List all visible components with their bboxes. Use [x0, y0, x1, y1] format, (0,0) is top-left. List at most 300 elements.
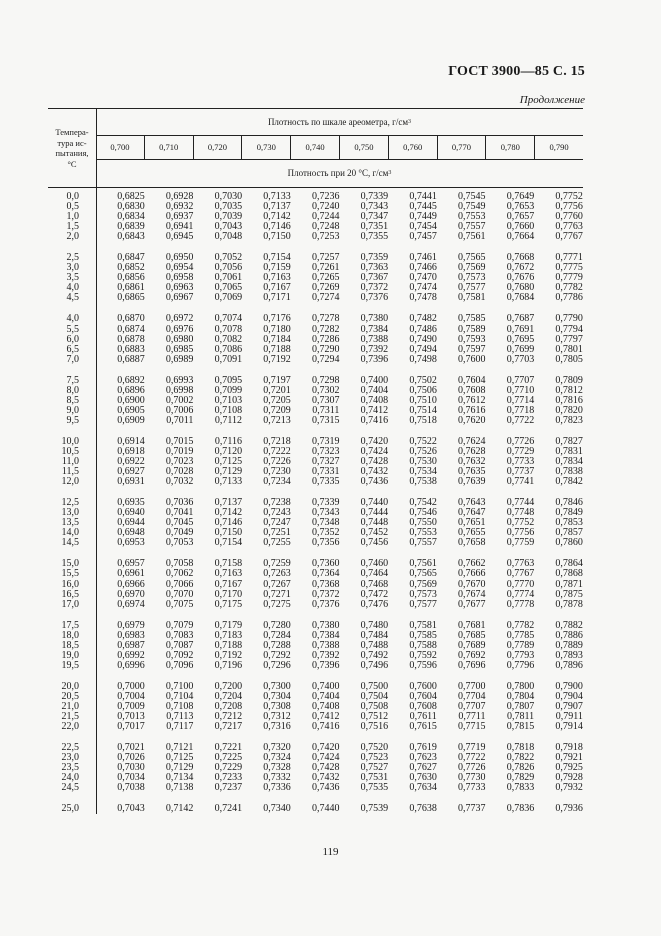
hydrometer-density-text: Плотность по шкале ареометра, г/см — [267, 117, 409, 127]
density-cell: 0,7726 — [506, 435, 535, 447]
density-cell: 0,7684 — [506, 292, 535, 304]
density-cell: 0,7733 — [458, 782, 486, 794]
density-cell: 0,6834 — [117, 211, 145, 223]
hydrometer-density-title — [96, 109, 583, 136]
column-header: 0,740 — [291, 135, 340, 159]
density-cell: 0,7404 — [311, 690, 340, 702]
density-cell: 0,6996 — [117, 659, 145, 671]
density-cell: 0,7466 — [409, 262, 437, 274]
density-cell: 0,7488 — [360, 639, 389, 651]
temperature-cell: 6,5 — [66, 343, 79, 355]
density-cell: 0,7138 — [165, 782, 194, 794]
density-cell: 0,7372 — [360, 282, 389, 294]
density-cell: 0,7229 — [214, 762, 243, 774]
temperature-cell: 19,5 — [61, 659, 79, 671]
density-cell: 0,7129 — [214, 466, 243, 478]
table-row — [48, 477, 583, 487]
density-cell: 0,7134 — [165, 772, 194, 784]
density-cell: 0,7700 — [458, 680, 486, 692]
density-20c-title — [96, 159, 583, 187]
density-cell: 0,7300 — [263, 680, 291, 692]
density-cell: 0,7355 — [360, 231, 389, 243]
density-cell: 0,6961 — [117, 568, 145, 580]
density-cell: 0,7004 — [117, 690, 145, 702]
table-row — [48, 416, 583, 426]
density-cell: 0,6918 — [117, 445, 145, 457]
density-cell: 0,7677 — [458, 598, 486, 610]
density-cell: 0,7535 — [360, 782, 389, 794]
density-cell: 0,7288 — [263, 639, 291, 651]
density-cell: 0,7261 — [311, 262, 340, 274]
density-cell: 0,7075 — [165, 598, 194, 610]
density-cell: 0,7565 — [409, 568, 437, 580]
temperature-cell: 14,0 — [61, 527, 79, 539]
density-cell: 0,7767 — [555, 231, 583, 243]
density-cell: 0,6940 — [117, 507, 145, 519]
density-cell: 0,7666 — [458, 568, 486, 580]
table-row — [48, 783, 583, 793]
density-cell: 0,7476 — [360, 598, 389, 610]
table-row — [48, 293, 583, 303]
density-cell: 0,7234 — [263, 476, 291, 488]
density-cell: 0,7368 — [311, 578, 340, 590]
density-cell: 0,6896 — [117, 384, 145, 396]
density-cell: 0,7674 — [458, 588, 486, 600]
density-cell: 0,7719 — [458, 742, 486, 754]
density-cell: 0,7770 — [506, 578, 535, 590]
density-cell: 0,7412 — [311, 711, 340, 723]
density-cell: 0,7782 — [555, 282, 583, 294]
column-header: 0,780 — [486, 135, 535, 159]
density-cell: 0,7490 — [409, 333, 437, 345]
density-cell: 0,7062 — [165, 568, 194, 580]
density-cell: 0,7846 — [555, 497, 583, 509]
density-cell: 0,7440 — [311, 803, 340, 815]
density-cell: 0,6843 — [117, 231, 145, 243]
temperature-cell: 1,0 — [66, 211, 79, 223]
density-cell: 0,7275 — [263, 598, 291, 610]
density-cell: 0,7282 — [311, 323, 340, 335]
density-cell: 0,6976 — [165, 323, 194, 335]
column-header: 0,790 — [549, 142, 569, 152]
density-cell: 0,7332 — [263, 772, 291, 784]
row-group — [48, 804, 583, 814]
density-cell: 0,7259 — [263, 558, 291, 570]
density-cell: 0,7775 — [555, 262, 583, 274]
density-cell: 0,7053 — [165, 537, 194, 549]
density-cell: 0,7756 — [506, 527, 535, 539]
density-cell: 0,6922 — [117, 456, 145, 468]
density-cell: 0,6937 — [165, 211, 194, 223]
density-cell: 0,7581 — [458, 292, 486, 304]
density-cell: 0,7741 — [506, 476, 535, 488]
density-cell: 0,7818 — [506, 742, 535, 754]
density-cell: 0,7251 — [263, 527, 291, 539]
density-cell: 0,7188 — [263, 343, 291, 355]
density-cell: 0,7404 — [360, 384, 389, 396]
density-cell: 0,7900 — [555, 680, 583, 692]
temperature-cell: 18,0 — [61, 629, 79, 641]
density-cell: 0,7388 — [311, 639, 340, 651]
density-cell: 0,6945 — [165, 231, 194, 243]
density-cell: 0,7396 — [360, 353, 389, 365]
density-cell: 0,7557 — [409, 537, 437, 549]
temperature-cell: 3,5 — [66, 272, 79, 284]
density-cell: 0,7932 — [555, 782, 583, 794]
density-cell: 0,7179 — [214, 619, 243, 631]
density-cell: 0,7581 — [409, 619, 437, 631]
density-cell: 0,7035 — [214, 201, 243, 213]
density-cell: 0,7623 — [409, 752, 437, 764]
density-cell: 0,7508 — [360, 700, 389, 712]
density-columns-row — [96, 135, 583, 160]
density-cell: 0,7577 — [458, 282, 486, 294]
density-cell: 0,7464 — [360, 568, 389, 580]
density-cell: 0,7237 — [214, 782, 243, 794]
row-group — [48, 376, 583, 426]
temp-header-line: °С — [67, 158, 77, 169]
density-cell: 0,7506 — [409, 384, 437, 396]
density-cell: 0,7280 — [263, 619, 291, 631]
density-cell: 0,6892 — [117, 374, 145, 386]
density-cell: 0,7797 — [555, 333, 583, 345]
density-cell: 0,7530 — [409, 456, 437, 468]
density-cell: 0,7240 — [311, 201, 340, 213]
density-cell: 0,7238 — [263, 497, 291, 509]
density-cell: 0,7307 — [311, 394, 340, 406]
unit-superscript: 3 — [408, 119, 412, 125]
density-cell: 0,7327 — [311, 456, 340, 468]
density-cell: 0,7639 — [458, 476, 486, 488]
density-cell: 0,7615 — [409, 721, 437, 733]
density-cell: 0,7146 — [214, 517, 243, 529]
density-cell: 0,7454 — [409, 221, 437, 233]
density-cell: 0,7779 — [555, 272, 583, 284]
density-cell: 0,7538 — [409, 476, 437, 488]
density-cell: 0,7608 — [458, 384, 486, 396]
row-group — [48, 621, 583, 671]
density-cell: 0,7752 — [506, 517, 535, 529]
table-row — [48, 722, 583, 732]
density-cell: 0,7520 — [360, 742, 389, 754]
density-cell: 0,7319 — [311, 435, 340, 447]
density-cell: 0,7680 — [506, 282, 535, 294]
density-cell: 0,7681 — [458, 619, 486, 631]
density-cell: 0,7108 — [214, 404, 243, 416]
density-cell: 0,7718 — [506, 404, 535, 416]
temperature-cell: 16,0 — [61, 578, 79, 590]
density-cell: 0,7812 — [555, 384, 583, 396]
density-cell: 0,7737 — [506, 466, 535, 478]
density-cell: 0,7482 — [409, 313, 437, 325]
unit-superscript: 3 — [388, 170, 392, 176]
density-cell: 0,7624 — [458, 435, 486, 447]
density-cell: 0,7213 — [263, 414, 291, 426]
density-cell: 0,7432 — [311, 772, 340, 784]
density-cell: 0,7343 — [311, 507, 340, 519]
density-cell: 0,7889 — [555, 639, 583, 651]
document-header: ГОСТ 3900—85 С. 15 — [448, 64, 585, 79]
density-cell: 0,7392 — [360, 343, 389, 355]
density-cell: 0,7494 — [409, 343, 437, 355]
density-cell: 0,7585 — [458, 313, 486, 325]
density-cell: 0,7516 — [360, 721, 389, 733]
density-cell: 0,7527 — [360, 762, 389, 774]
density-cell: 0,7655 — [458, 527, 486, 539]
density-cell: 0,7347 — [360, 211, 389, 223]
density-cell: 0,7545 — [458, 191, 486, 202]
density-cell: 0,7367 — [360, 272, 389, 284]
density-cell: 0,7038 — [117, 782, 145, 794]
density-cell: 0,6987 — [117, 639, 145, 651]
density-cell: 0,7154 — [214, 537, 243, 549]
density-cell: 0,7079 — [165, 619, 194, 631]
density-cell: 0,6941 — [165, 221, 194, 233]
density-cell: 0,7553 — [409, 527, 437, 539]
density-cell: 0,7793 — [506, 649, 535, 661]
column-header: 0,720 — [194, 135, 243, 159]
density-cell: 0,7823 — [555, 414, 583, 426]
density-cell: 0,7619 — [409, 742, 437, 754]
density-cell: 0,7384 — [360, 323, 389, 335]
density-cell: 0,7831 — [555, 445, 583, 457]
density-cell: 0,7440 — [360, 497, 389, 509]
density-cell: 0,7523 — [360, 752, 389, 764]
density-cell: 0,7800 — [506, 680, 535, 692]
density-cell: 0,7137 — [263, 201, 291, 213]
density-cell: 0,7703 — [506, 353, 535, 365]
density-cell: 0,7592 — [409, 649, 437, 661]
density-cell: 0,7634 — [409, 782, 437, 794]
density-cell: 0,7087 — [165, 639, 194, 651]
density-cell: 0,7205 — [263, 394, 291, 406]
temperature-cell: 8,5 — [66, 394, 79, 406]
density-cell: 0,7083 — [165, 629, 194, 641]
density-cell: 0,7790 — [555, 313, 583, 325]
row-group — [48, 437, 583, 487]
density-cell: 0,7672 — [506, 262, 535, 274]
density-cell: 0,7896 — [555, 659, 583, 671]
density-cell: 0,7596 — [409, 659, 437, 671]
temperature-cell: 13,0 — [61, 507, 79, 519]
density-cell: 0,7518 — [409, 414, 437, 426]
row-group — [48, 743, 583, 793]
density-cell: 0,7302 — [311, 384, 340, 396]
table-row — [48, 661, 583, 671]
density-cell: 0,7428 — [311, 762, 340, 774]
density-cell: 0,6883 — [117, 343, 145, 355]
density-cell: 0,7170 — [214, 588, 243, 600]
density-cell: 0,7129 — [165, 762, 194, 774]
density-cell: 0,7737 — [458, 803, 486, 815]
temperature-cell: 18,5 — [61, 639, 79, 651]
density-cell: 0,7100 — [165, 680, 194, 692]
temperature-cell: 9,0 — [66, 404, 79, 416]
temperature-cell: 23,0 — [61, 752, 79, 764]
density-cell: 0,7820 — [555, 404, 583, 416]
density-cell: 0,7312 — [263, 711, 291, 723]
density-cell: 0,7167 — [263, 282, 291, 294]
density-cell: 0,7116 — [214, 435, 243, 447]
density-cell: 0,7542 — [409, 497, 437, 509]
density-cell: 0,7208 — [214, 700, 243, 712]
column-header: 0,730 — [242, 135, 291, 159]
density-cell: 0,7339 — [311, 497, 340, 509]
density-cell: 0,7691 — [506, 323, 535, 335]
density-cell: 0,7226 — [263, 456, 291, 468]
density-cell: 0,7860 — [555, 537, 583, 549]
density-cell: 0,7023 — [165, 456, 194, 468]
density-cell: 0,7522 — [409, 435, 437, 447]
density-cell: 0,7048 — [214, 231, 243, 243]
density-cell: 0,7638 — [409, 803, 437, 815]
density-cell: 0,7704 — [458, 690, 486, 702]
density-cell: 0,7271 — [263, 588, 291, 600]
density-cell: 0,7424 — [360, 445, 389, 457]
density-cell: 0,7028 — [165, 466, 194, 478]
density-cell: 0,7058 — [165, 558, 194, 570]
temperature-cell: 9,5 — [66, 414, 79, 426]
density-cell: 0,7021 — [117, 742, 145, 754]
density-cell: 0,6979 — [117, 619, 145, 631]
density-cell: 0,7925 — [555, 762, 583, 774]
density-cell: 0,7600 — [458, 353, 486, 365]
density-cell: 0,7904 — [555, 690, 583, 702]
density-cell: 0,6830 — [117, 201, 145, 213]
density-cell: 0,7512 — [360, 711, 389, 723]
continuation-label: Продолжение — [519, 94, 585, 106]
density-cell: 0,7472 — [360, 588, 389, 600]
density-cell: 0,7019 — [165, 445, 194, 457]
density-cell: 0,7218 — [263, 435, 291, 447]
density-cell: 0,7449 — [409, 211, 437, 223]
density-cell: 0,7696 — [458, 659, 486, 671]
density-cell: 0,7376 — [311, 598, 340, 610]
density-cell: 0,7921 — [555, 752, 583, 764]
density-cell: 0,7744 — [506, 497, 535, 509]
density-cell: 0,7893 — [555, 649, 583, 661]
density-cell: 0,6878 — [117, 333, 145, 345]
density-cell: 0,6909 — [117, 414, 145, 426]
temperature-column-header — [48, 109, 97, 187]
density-cell: 0,7006 — [165, 404, 194, 416]
density-cell: 0,7771 — [555, 252, 583, 264]
density-cell: 0,6944 — [117, 517, 145, 529]
density-cell: 0,7336 — [263, 782, 291, 794]
density-cell: 0,7829 — [506, 772, 535, 784]
density-cell: 0,6993 — [165, 374, 194, 386]
temperature-cell: 11,5 — [61, 466, 79, 478]
density-cell: 0,7000 — [117, 680, 145, 692]
density-cell: 0,7039 — [214, 211, 243, 223]
density-cell: 0,7756 — [555, 201, 583, 213]
density-cell: 0,7112 — [214, 414, 243, 426]
density-cell: 0,7715 — [458, 721, 486, 733]
density-cell: 0,7167 — [214, 578, 243, 590]
row-group — [48, 498, 583, 548]
density-cell: 0,6963 — [165, 282, 194, 294]
density-cell: 0,7496 — [360, 659, 389, 671]
density-cell: 0,7653 — [506, 201, 535, 213]
density-cell: 0,7043 — [214, 221, 243, 233]
density-cell: 0,7504 — [360, 690, 389, 702]
density-cell: 0,7492 — [360, 649, 389, 661]
density-cell: 0,7420 — [311, 742, 340, 754]
density-cell: 0,7882 — [555, 619, 583, 631]
temperature-cell: 20,0 — [61, 680, 79, 692]
density-cell: 0,7339 — [360, 191, 389, 202]
density-cell: 0,7789 — [506, 639, 535, 651]
density-cell: 0,7498 — [409, 353, 437, 365]
density-cell: 0,7125 — [214, 456, 243, 468]
density-cell: 0,7082 — [214, 333, 243, 345]
density-cell: 0,6985 — [165, 343, 194, 355]
density-cell: 0,6825 — [117, 191, 145, 202]
density-cell: 0,7448 — [360, 517, 389, 529]
temperature-cell: 4,0 — [66, 313, 79, 325]
density-cell: 0,7086 — [214, 343, 243, 355]
density-cell: 0,7468 — [360, 578, 389, 590]
density-cell: 0,7452 — [360, 527, 389, 539]
density-cell: 0,7651 — [458, 517, 486, 529]
table-row — [48, 538, 583, 548]
density-cell: 0,7714 — [506, 394, 535, 406]
density-cell: 0,6928 — [165, 191, 194, 202]
row-group — [48, 253, 583, 303]
density-cell: 0,7363 — [360, 262, 389, 274]
density-cell: 0,7036 — [165, 497, 194, 509]
density-cell: 0,7113 — [166, 711, 194, 723]
density-cell: 0,6935 — [117, 497, 145, 509]
density-cell: 0,7687 — [506, 313, 535, 325]
density-cell: 0,7561 — [458, 231, 486, 243]
density-cell: 0,7343 — [360, 201, 389, 213]
density-cell: 0,7096 — [165, 659, 194, 671]
density-cell: 0,7078 — [214, 323, 243, 335]
density-cell: 0,6839 — [117, 221, 145, 233]
density-cell: 0,7269 — [311, 282, 340, 294]
density-cell: 0,7611 — [409, 711, 437, 723]
density-cell: 0,7660 — [506, 221, 535, 233]
density-cell: 0,7436 — [311, 782, 340, 794]
density-cell: 0,7649 — [506, 191, 535, 202]
density-cell: 0,6966 — [117, 578, 145, 590]
temperature-cell: 17,0 — [61, 598, 79, 610]
density-cell: 0,7041 — [165, 507, 194, 519]
density-cell: 0,7049 — [165, 527, 194, 539]
density-cell: 0,7826 — [506, 762, 535, 774]
density-cell: 0,7380 — [360, 313, 389, 325]
density-cell: 0,7316 — [263, 721, 291, 733]
density-cell: 0,6847 — [117, 252, 145, 264]
density-cell: 0,7502 — [409, 374, 437, 386]
density-cell: 0,7616 — [458, 404, 486, 416]
density-cell: 0,7726 — [458, 762, 486, 774]
density-cell: 0,7400 — [311, 680, 340, 692]
column-header: 0,700 — [96, 135, 145, 159]
density-cell: 0,7778 — [506, 598, 535, 610]
density-cell: 0,7217 — [214, 721, 243, 733]
density-cell: 0,7822 — [506, 752, 535, 764]
density-cell: 0,7267 — [263, 578, 291, 590]
temperature-cell: 24,5 — [61, 782, 79, 794]
density-cell: 0,7311 — [312, 404, 340, 416]
density-cell: 0,7424 — [311, 752, 340, 764]
density-cell: 0,7767 — [506, 568, 535, 580]
density-cell: 0,7539 — [360, 803, 389, 815]
density-cell: 0,7604 — [409, 690, 437, 702]
density-cell: 0,7146 — [263, 221, 291, 233]
